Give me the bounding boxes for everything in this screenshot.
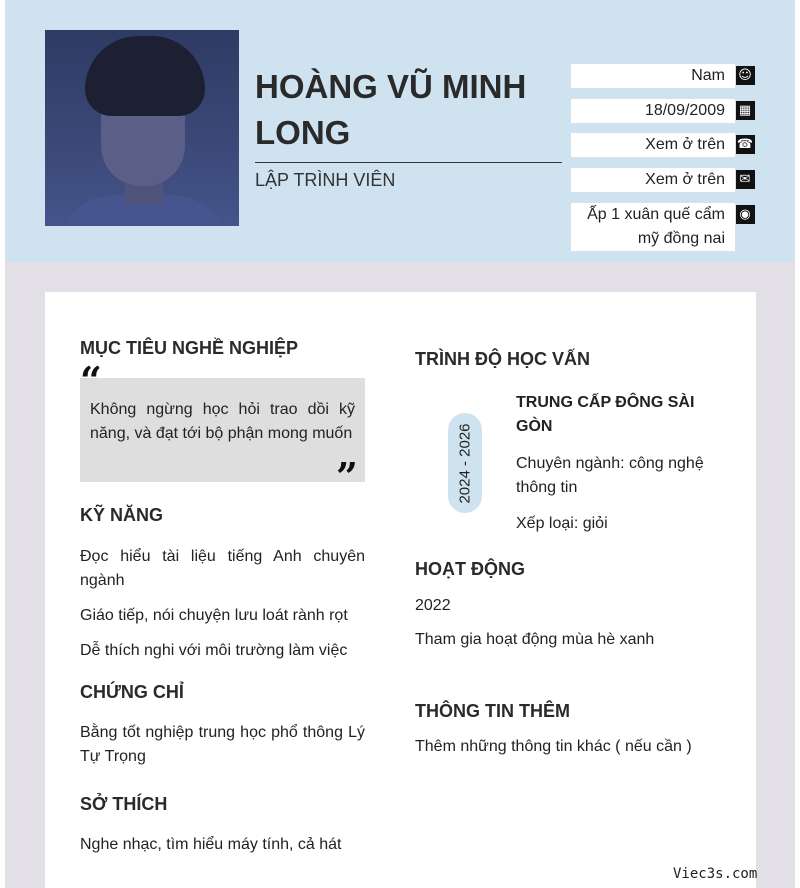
education-grade: Xếp loại: giỏi	[516, 515, 608, 532]
education-title: TRÌNH ĐỘ HỌC VẤN	[415, 349, 590, 369]
job-title: LẬP TRÌNH VIÊN	[255, 170, 396, 190]
candidate-name: HOÀNG VŨ MINH LONG	[255, 68, 527, 151]
location-icon: ◉	[735, 204, 755, 224]
education-major: Chuyên ngành: công nghệ thông tin	[516, 455, 704, 496]
hobbies-title: SỞ THÍCH	[80, 794, 168, 814]
person-icon: ☺	[735, 65, 755, 85]
info-phone-value: Xem ở trên	[571, 133, 735, 157]
email-icon: ✉	[735, 169, 755, 189]
certificate-text: Bằng tốt nghiệp trung học phổ thông Lý Tự Trọng	[80, 724, 365, 765]
info-birthday-value: 18/09/2009	[571, 99, 735, 123]
education-period-badge	[448, 413, 482, 513]
extra-info-title: THÔNG TIN THÊM	[415, 701, 570, 721]
activity-text: Tham gia hoạt động mùa hè xanh	[415, 631, 655, 648]
phone-icon: ☎	[736, 136, 754, 152]
skill-item: Giáo tiếp, nói chuyện lưu loát rành rọt	[80, 607, 348, 624]
profile-photo	[45, 30, 239, 226]
watermark: Viec3s.com	[673, 866, 758, 882]
info-email-value: Xem ở trên	[571, 168, 735, 192]
extra-info-text: Thêm những thông tin khác ( nếu cần )	[415, 738, 692, 755]
info-address-value: Ấp 1 xuân quế cẩm mỹ đồng nai	[571, 203, 735, 251]
objective-title: MỤC TIÊU NGHỀ NGHIỆP	[80, 338, 299, 358]
certificates-title: CHỨNG CHỈ	[80, 682, 184, 702]
calendar-icon: ▦	[735, 100, 755, 120]
activities-title: HOẠT ĐỘNG	[415, 559, 525, 579]
skill-item: Dễ thích nghi với môi trường làm việc	[80, 642, 348, 659]
close-quote-icon: ”	[336, 454, 358, 499]
education-period: 2024 - 2026	[456, 422, 474, 504]
name-divider	[255, 162, 562, 163]
info-gender-value: Nam	[571, 64, 735, 88]
objective-text: Không ngừng học hỏi trao dồi kỹ năng, và đạt tới bộ phận mong muốn	[80, 378, 365, 482]
skills-title: KỸ NĂNG	[80, 505, 164, 525]
skill-item: Đọc hiểu tài liệu tiếng Anh chuyên ngành	[80, 548, 365, 589]
hobbies-text: Nghe nhạc, tìm hiểu máy tính, cả hát	[80, 836, 342, 853]
activity-year: 2022	[415, 597, 451, 614]
school-name: TRUNG CẤP ĐÔNG SÀI GÒN	[516, 394, 695, 435]
